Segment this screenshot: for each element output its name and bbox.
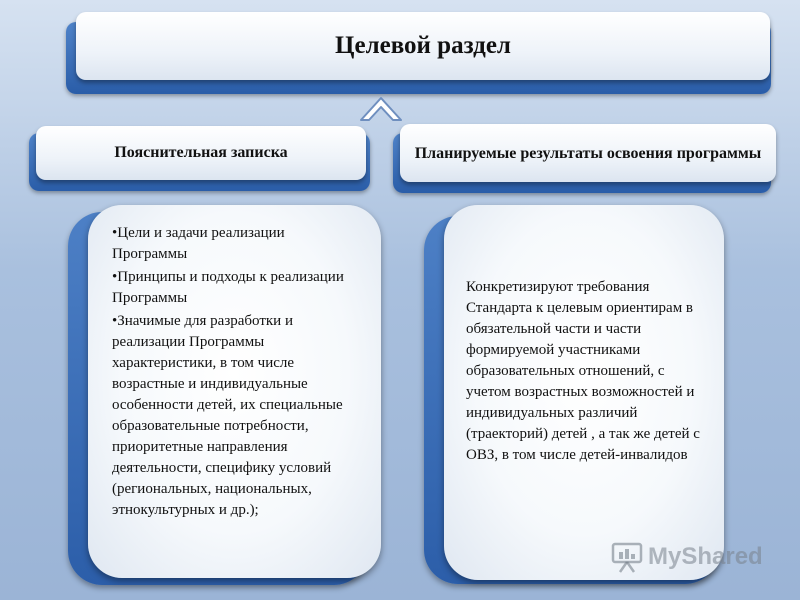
left-card-list — [112, 223, 357, 523]
title-bar — [76, 12, 770, 80]
right-card-text: Конкретизируют требования Стандарта к целевым ориентирам в обязательной части и части формируемой участниками образовательных отношений, с учетом возрастных возможностей и индивидуальных различий (траекторий) детей , а так же детей с ОВЗ, в том числе детей-инвалидов — [466, 279, 700, 463]
right-header-label: Планируемые результаты освоения программы — [414, 144, 762, 162]
chevron-up-icon — [357, 90, 405, 126]
list-item: •Значимые для разработки и реализации Программы характеристики, в том числе возрастные и индивидуальные особенности детей, их специальные образовательные потребности, приоритетные направления деятельности, специфику условий (региональных, национальных, этнокультурных и др.); — [112, 313, 343, 518]
right-header — [400, 124, 776, 182]
watermark-text: MyShared — [648, 543, 763, 570]
watermark-logo — [610, 540, 763, 574]
presentation-icon — [610, 540, 644, 574]
list-item: •Принципы и подходы к реализации Программы — [112, 269, 344, 306]
page-title: Целевой раздел — [335, 32, 511, 59]
left-header-label: Пояснительная записка — [114, 144, 288, 161]
list-item: •Цели и задачи реализации Программы — [112, 225, 285, 262]
left-header — [36, 126, 366, 180]
right-card — [444, 205, 724, 580]
left-card — [88, 205, 381, 578]
